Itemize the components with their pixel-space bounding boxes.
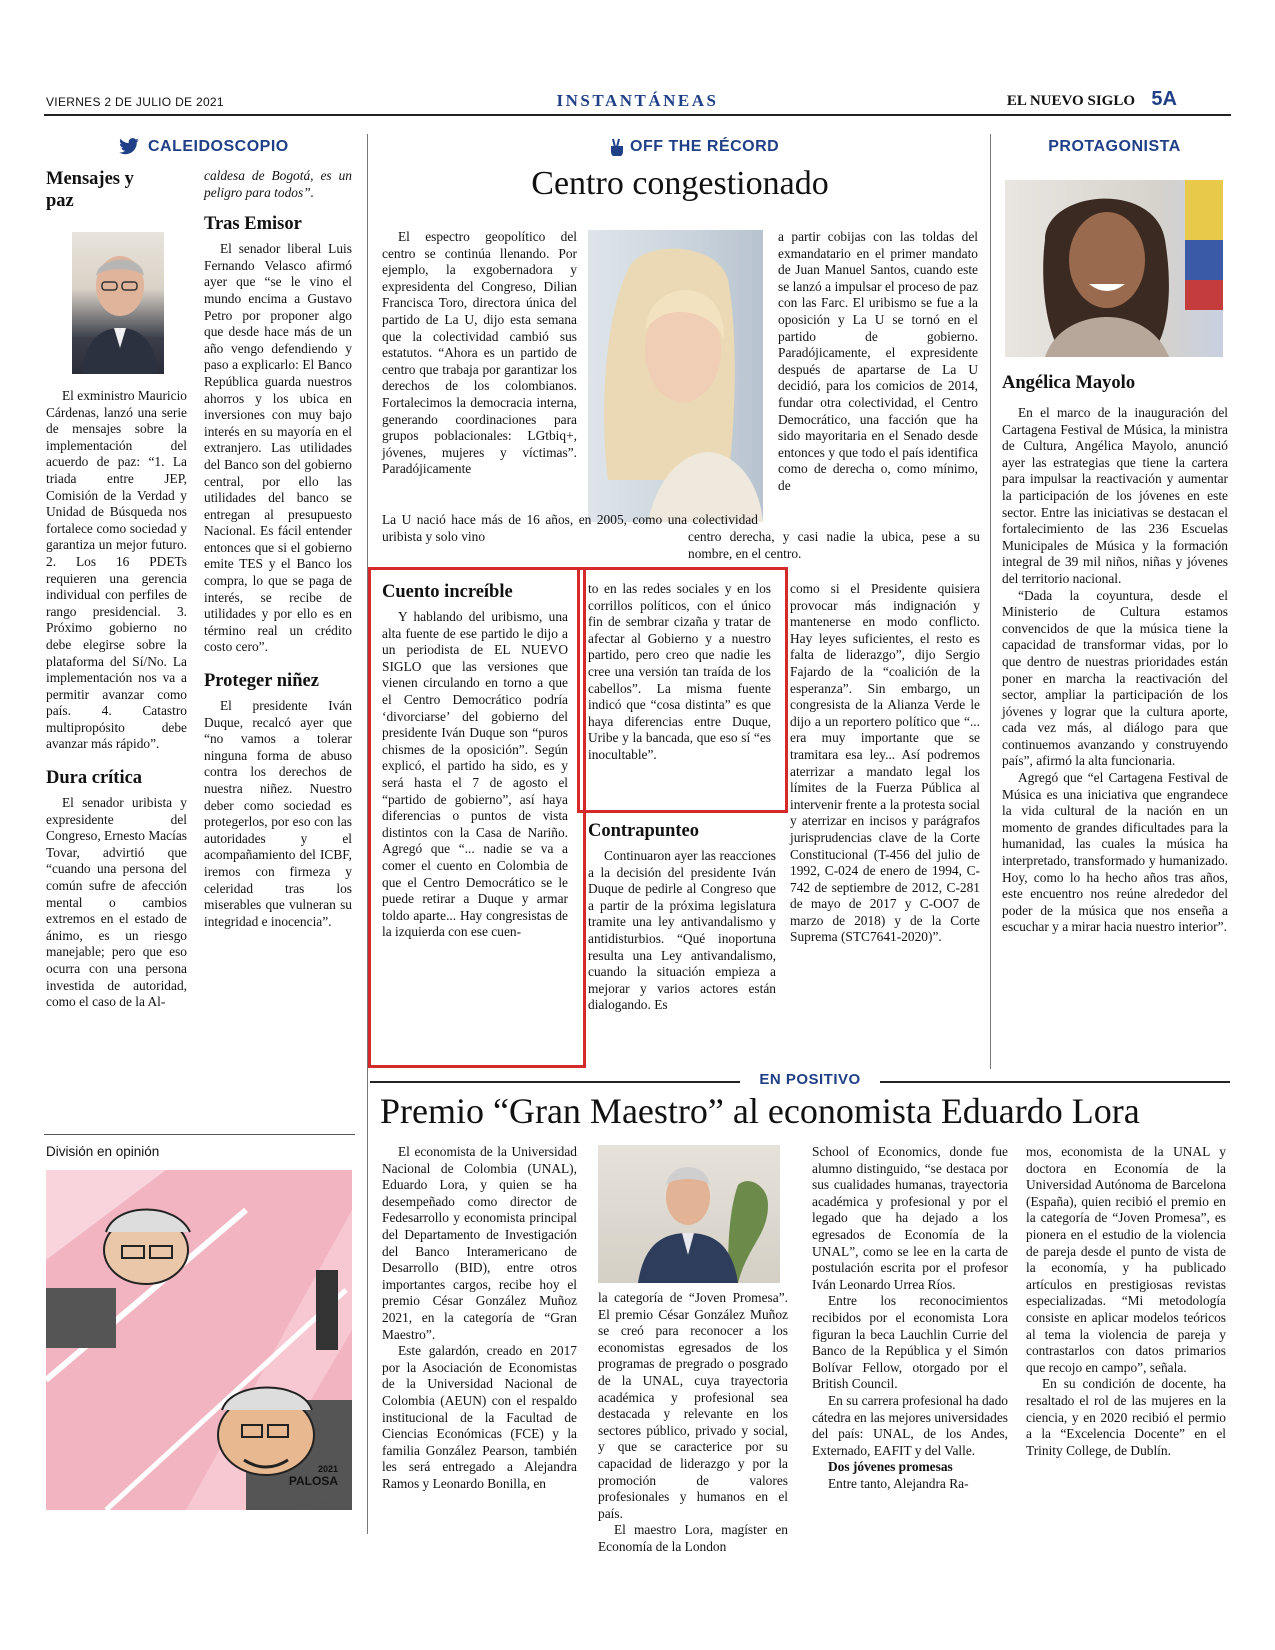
offrecord-body-1c: centro derecha, y casi nadie la ubica, pese a su nombre, en el centro. <box>688 529 980 561</box>
subhead-dos-jovenes: Dos jóvenes promesas <box>828 1459 953 1475</box>
photo-angelica-mayolo <box>1005 180 1223 357</box>
enpositivo-body-3d: Entre tanto, Alejandra Ra- <box>828 1475 969 1491</box>
offrecord-col-1c <box>688 529 980 562</box>
headline-tras-emisor: Tras Emisor <box>204 214 302 235</box>
photo-mauricio-cardenas <box>72 232 164 374</box>
caricature-signature: PALOSA <box>288 1474 338 1488</box>
offrecord-title: Centro congestionado <box>531 165 829 202</box>
enpositivo-body-2b: El maestro Lora, magíster en Economía de la London <box>598 1522 788 1554</box>
caleidoscopio-kicker: CALEIDOSCOPIO <box>148 138 289 155</box>
enpositivo-rule-left <box>370 1081 740 1083</box>
enpositivo-kicker: EN POSITIVO <box>759 1071 861 1088</box>
offrecord-col-2 <box>778 229 978 495</box>
caricature-rule <box>44 1134 355 1135</box>
dura-critica-body: El senador uribista y expresidente del Congreso, Ernesto Macías Tovar, advirtió que “cuando una persona del común sufre de afección mental o cambios extremos en el estado de ánimo, es un riesgo manejable; pero que eso ocurra con una persona investida de autoridad, como el caso de la Al- <box>46 795 187 1010</box>
enpositivo-body-3b: Entre los reconocimientos recibidos por el economista Lora figuran la beca Lauchlin Currie del Banco de la República y el Simón Bolívar Fellow, otorgado por el British Council. <box>812 1293 1008 1392</box>
enpositivo-rule-right <box>880 1081 1230 1083</box>
offrecord-kicker: OFF THE RÉCORD <box>630 138 780 155</box>
caricature-title: División en opinión <box>46 1144 160 1159</box>
enpositivo-body-3c: En su carrera profesional ha dado cátedra en las mejores universidades del país: UNAL, de los Andes, Externado, EAFIT y del Valle. <box>812 1392 1008 1458</box>
dura-critica-cont: caldesa de Bogotá, es un peligro para todos”. <box>204 168 352 200</box>
caleidoscopio-kicker-row <box>118 138 289 156</box>
headline-cuento-increible: Cuento increíble <box>382 582 513 602</box>
contrapunteo-body-1: Continuaron ayer las reacciones a la decisión del presidente Iván Duque de pedirle al Congreso que a partir de la próxima legislatura tramite una ley antivandalismo y antidisturbios. “Qué inoportuna resulta una Ley antivandalismo, cuando la situación empieza a mejorar y varios actores están dialogando. Es <box>588 848 776 1013</box>
caleidoscopio-text-b <box>204 168 352 930</box>
mensajes-body: El exministro Mauricio Cárdenas, lanzó una serie de mensajes sobre la implementación del acuerdo de paz: “1. La triada entre JEP, Comisión de la Verdad y Unidad de Búsqueda nos fortalece como sociedad y garantiza un mejor futuro. 2. Los 16 PDETs requieren una gerencia individual con perfiles de rango presidencial. 3. Próximo gobierno no debe elegirse sobre la plataforma del Sí/No. La implementación nos va a permitir avanzar como país. 4. Catastro multipropósito debe avanzar más rápido”. <box>46 388 187 752</box>
enpositivo-body-2: la categoría de “Joven Promesa”. El premio César González Muñoz se creó para reconocer a los economistas egresados de los programas de pregrado o posgrado de la UNAL, cuya trayectoria académica y profesional sea destacada y relevante en los sectores público, privado y social, y que se caracterice por su capacidad de liderazgo y por la promoción de valores profesionales y humanos en el país. <box>598 1290 788 1521</box>
offrecord-body-1: El espectro geopolítico del centro se continúa llenando. Por ejemplo, la exgobernadora y expresidenta del Congreso, Dilian Francisca Toro, directora única del partido de La U, dijo esta semana que la colectividad cambió sus estatutos. “Ahora es un partido de centro que trabaja por garantizar los derechos de los colombianos. Fortalecimos la democracia interna, generando coordinaciones para grupos poblacionales: LGtbiq+, jóvenes, mujeres y víctimas”. Paradójicamente <box>382 229 577 477</box>
enpositivo-body-4: mos, economista de la UNAL y doctora en Economía de la Universidad Autónoma de Barcelona (España), quien recibió el premio en la categoría de “Joven Promesa”, es pionera en el estudio de la violencia de pareja desde el punto de vista de la economía, y ha publicado artículos en prestigiosas revistas especializadas. “Mi metodología consiste en aplicar modelos teóricos al tema la violencia de pareja y contrastarlos con datos primarios que recojo en campo”, señala. <box>1026 1144 1226 1375</box>
headline-mensajes: Mensajes y paz <box>46 169 134 211</box>
protagonista-body-3: Agregó que “el Cartagena Festival de Música es una iniciativa que engrandece la vida cultural de la nación en un momento de grandes dificultades para la humanidad, las cuales la música ha interpretado, transformado y humanizado. Hoy, como lo ha hecho años tras años, este encuentro nos reúne alrededor del poder de la música que nos enseña a escuchar y a mirar hacia nuestro interior”. <box>1002 770 1228 935</box>
enpositivo-col-4 <box>1026 1144 1226 1459</box>
tras-emisor-body: El senador liberal Luis Fernando Velasco afirmó ayer que “se le vino el mundo encima a Gustavo Petro por proponer algo que desde hace más de un año vengo defendiendo y paso a explicarlo: El Banco República guarda nuestros ahorros y los ubica en inversiones con muy bajo interés en su mayoría en el extranjero. Las utilidades del Banco son del gobierno central, por ello las utilidades del banco se entregan al presupuesto Nacional. Es fácil entender entonces que si el gobierno emite TES y el Banco los compra, lo que se paga de interés, se recibe de utilidades y por ello es en término real un crédito costo cero”. <box>204 241 352 655</box>
cuento-col-1 <box>382 581 568 941</box>
enpositivo-body-3: School of Economics, donde fue alumno distinguido, “se destaca por sus cualidades humanas, trayectoria académica y profesional y por el legado que ha dejado a los egresados de Economía de la UNAL”, como se lee en la carta de postulación escrita por el profesor Iván Leonardo Urrea Ríos. <box>812 1144 1008 1292</box>
cuento-col-2 <box>588 581 771 764</box>
headline-contrapunteo: Contrapunteo <box>588 821 700 841</box>
photo-dilian-francisca-toro <box>588 230 763 522</box>
twitter-bird-icon <box>118 138 140 156</box>
protagonista-text <box>1002 405 1228 936</box>
caleidoscopio-text-a <box>46 388 187 1011</box>
headline-dura-critica: Dura crítica <box>46 768 143 789</box>
offrecord-col-1 <box>382 229 577 478</box>
enpositivo-col-3 <box>812 1144 1008 1492</box>
caricature-credit: T-I-F @Palosatoon <box>280 1497 348 1506</box>
contrapunteo-col-2 <box>790 581 980 946</box>
cuento-body-1: Y hablando del uribismo, una alta fuente de ese partido le dijo a un periodista de EL NUEVO SIGLO que las versiones que vienen circulando en torno a que el Centro Democrático podría ‘divorciarse’ del gobierno del presidente Iván Duque son “puros chismes de la oposición”. Según explicó, el partido ha sido, es y será hasta el 7 de agosto el “partido de gobierno”, así haya diferencias o puntos de vista distintos con la Casa de Nariño. Agregó que “... nadie se va a comer el cuento en Colombia de que el Centro Democrático se le puede retirar a Duque y armar toldo aparte... Hay congresistas de la izquierda con ese cuen- <box>382 609 568 940</box>
enpositivo-title: Premio “Gran Maestro” al economista Eduardo Lora <box>380 1091 1140 1131</box>
enpositivo-body-1: El economista de la Universidad Nacional de Colombia (UNAL), Eduardo Lora, y quien se ha desempeñado como director de Fedesarrollo y economista principal del Departamento de Investigación del Banco Interamericano de Desarrollo (BID), entre otros importantes cargos, recibe hoy el premio César González Muñoz 2021, en la categoría de “Gran Maestro”. <box>382 1144 577 1342</box>
contrapunteo-col-1 <box>588 820 776 1014</box>
photo-eduardo-lora <box>598 1145 780 1283</box>
column-divider <box>990 134 991 1069</box>
offrecord-body-2: a partir cobijas con las toldas del exmandatario en el primer mandato de Juan Manuel Santos, cuando este se lanzó a impulsar el proceso de paz con las Farc. El uribismo se fue a la oposición y La U se tornó en el partido de gobierno. Paradójicamente, el expresidente después de apartarse de La U decidió, para los comicios de 2014, fundar otra colectividad, el Centro Democrático, una facción que ha sido mayoritaria en el Senado desde entonces y que todo el país identifica como de derecha o, como mínimo, de <box>778 229 978 493</box>
contrapunteo-body-2: como si el Presidente quisiera provocar más indignación y mantenerse en modo conflicto. Hay leyes suficientes, el resto es falta de liderazgo”, dijo Sergio Fajardo de la “coalición de la esperanza”. Sin embargo, un congresista de la Alianza Verde le dijo a un reportero político que “... era muy importante que se tramitara esa ley... Así podremos aterrizar a mandato legal los límites de la Fuerza Pública al intervenir frente a la protesta social y aterrizar en incisos y parágrafos jurisprudencias clave de la Corte Constitucional (T-456 del julio de 1992, C-024 de enero de 1994, C-742 de septiembre de 2012, C-281 de mayo de 2017 y C-OO7 de marzo de 2018) y de la Corte Suprema (STC7641-2020)”. <box>790 581 980 945</box>
caricature-image <box>46 1170 352 1510</box>
offrecord-body-1b: La U nació hace más de 16 años, en 2005, como una colectividad uribista y solo vino <box>382 512 758 544</box>
hand-peace-icon <box>610 138 624 156</box>
page-number: 5A <box>1151 88 1177 110</box>
proteger-ninez-body: El presidente Iván Duque, recalcó ayer que “no vamos a tolerar ninguna forma de abuso contra los derechos de nuestra niñez. Nuestro deber como sociedad es protegerlos, por eso con las autoridades y el acompañamiento del ICBF, iremos con firmeza y celeridad tras los miserables que vulneran su integridad e inocencia”. <box>204 698 352 929</box>
enpositivo-body-4b: En su condición de docente, ha resaltado el rol de las mujeres en la ciencia, y en 2020 recibió el permio a la “Excelencia Docente” en el Trinity College, de Dublín. <box>1026 1376 1226 1458</box>
protagonista-body-2: “Dada la coyuntura, desde el Ministerio de Cultura estamos convencidos de que la música tiene la capacidad de transformar vidas, por lo que dentro de nuestras prioridades están poner en marcha la reactivación del sector, ampliar la participación de los jóvenes y lograr que la cultura aporte, cada vez más, al diálogo para que continuemos avanzando y construyendo país”, afirmó la alta funcionaria. <box>1002 587 1228 769</box>
offrecord-kicker-row <box>610 138 779 156</box>
headline-proteger-ninez: Proteger niñez <box>204 671 319 692</box>
enpositivo-col-2 <box>598 1290 788 1556</box>
caleidoscopio-col-a <box>46 168 194 218</box>
protagonista-name: Angélica Mayolo <box>1002 373 1136 393</box>
enpositivo-col-1 <box>382 1144 577 1492</box>
protagonista-body-1: En el marco de la inauguración del Cartagena Festival de Música, la ministra de Cultura, Angélica Mayolo, anunció ayer las estrategias que tiene la cartera para impulsar la reactivación y aumentar la participación de los jóvenes en este sector. Entre las iniciativas se destacan el fortalecimiento de las 236 Escuelas Municipales de Música y la formación integral de 39 mil niños, niñas y jóvenes del territorio nacional. <box>1002 405 1228 586</box>
protagonista-kicker: PROTAGONISTA <box>1048 138 1181 155</box>
header-rule <box>44 114 1231 116</box>
enpositivo-body-1b: Este galardón, creado en 2017 por la Asociación de Economistas de la Universidad Nacional de Colombia (AEUN) con el respaldo institucional de la Facultad de Ciencias Económicas (FCE) y la familia González Pearson, también les será entregado a Alejandra Ramos y Leonardo Bonilla, en <box>382 1343 577 1491</box>
section-title: INSTANTÁNEAS <box>556 91 719 110</box>
newspaper-name: EL NUEVO SIGLO <box>1006 93 1135 109</box>
page-date: VIERNES 2 DE JULIO DE 2021 <box>46 95 224 109</box>
cuento-body-2: to en las redes sociales y en los corrillos políticos, con el único fin de sembrar cizaña y tratar de afectar al Gobierno y a nuestro partido, pero creo que nadie les cree una versión tan traída de los cabellos”. La misma fuente indicó que “cosa distinta” es que haya diferencias entre Duque, Uribe y la bancada, que eso sí “es inocultable”. <box>588 581 771 762</box>
caricature-year: 2021 <box>317 1464 338 1474</box>
